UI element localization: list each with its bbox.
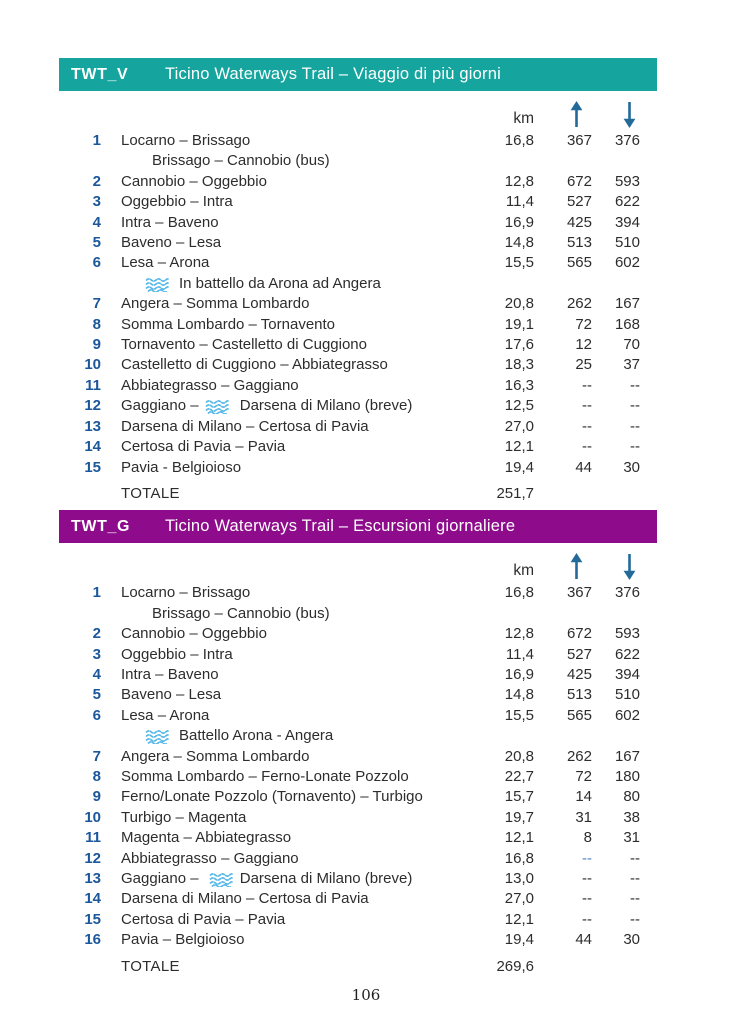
stage-km: 14,8 [504, 686, 534, 704]
stage-descent: 168 [614, 315, 640, 333]
stage-descent: 38 [623, 808, 640, 826]
stage-name: Locarno – Brissago [121, 584, 251, 602]
table-row [59, 604, 657, 624]
stage-descent: 30 [623, 458, 640, 476]
stage-number: 2 [92, 172, 101, 190]
page-number: 106 [351, 986, 381, 1004]
stage-descent: -- [630, 417, 640, 435]
stage-ascent: 12 [575, 336, 592, 354]
stage-number-spacer [59, 274, 101, 294]
ascent-column-header [534, 101, 592, 128]
table-row [59, 396, 657, 416]
waves-icon [209, 872, 234, 887]
stage-ascent: 565 [566, 254, 592, 272]
stage-km: 12,1 [504, 438, 534, 456]
stage-rows [59, 583, 657, 977]
stage-km: 16,8 [504, 132, 534, 149]
stage-name: Lesa – Arona [121, 254, 210, 272]
stage-name: Turbigo – Magenta [121, 808, 247, 826]
stage-name: Pavia – Belgioioso [121, 931, 245, 949]
table-row [59, 767, 657, 787]
total-descent-spacer [592, 957, 640, 977]
stage-number-spacer [59, 957, 101, 977]
up-arrow-icon [569, 553, 584, 580]
stage-ascent: -- [582, 910, 592, 928]
descent-column-header [592, 553, 640, 580]
stage-name: Baveno – Lesa [121, 686, 222, 704]
stage-km: 15,5 [504, 254, 534, 272]
stage-km: 16,8 [504, 584, 534, 602]
stage-km: 18,3 [504, 356, 534, 374]
stage-descent: -- [630, 376, 640, 394]
stage-descent: -- [630, 397, 640, 415]
stage-ascent: -- [582, 438, 592, 456]
table-row [59, 849, 657, 869]
stage-ascent: 44 [575, 458, 592, 476]
stage-km: 27,0 [504, 890, 534, 908]
table-row [59, 294, 657, 314]
table-row [59, 645, 657, 665]
stage-ascent: 367 [566, 132, 592, 149]
stage-ascent: 527 [566, 193, 592, 211]
stage-ascent: 262 [566, 747, 592, 765]
table-row [59, 685, 657, 705]
stage-km: 14,8 [504, 234, 534, 252]
stage-km: 20,8 [504, 295, 534, 313]
stage-km: 13,0 [504, 870, 534, 887]
stage-descent: 31 [623, 829, 640, 847]
stage-name-after: Darsena di Milano (breve) [239, 870, 413, 887]
stage-descent: 167 [614, 747, 640, 765]
table-row [59, 869, 657, 889]
total-label: TOTALE [121, 957, 180, 975]
stage-descent: -- [630, 910, 640, 928]
table-row [59, 828, 657, 848]
section-code: TWT_G [71, 517, 130, 535]
stage-km: 12,1 [504, 829, 534, 847]
stage-descent: 37 [623, 356, 640, 374]
stage-name [101, 396, 464, 416]
table-row [59, 355, 657, 375]
stage-ascent: -- [582, 417, 592, 435]
table-row [59, 315, 657, 335]
stage-ascent: 8 [583, 829, 592, 847]
stage-km: 12,5 [504, 397, 534, 415]
stage-number: 8 [92, 315, 101, 333]
total-descent-spacer [592, 484, 640, 504]
table-row [59, 172, 657, 192]
stage-number: 10 [84, 808, 101, 826]
stage-km: 20,8 [504, 747, 534, 765]
stage-name: Somma Lombardo – Tornavento [121, 315, 336, 333]
stage-name-after: Darsena di Milano (breve) [235, 397, 413, 415]
stage-name: Angera – Somma Lombardo [121, 747, 310, 765]
sections-host [59, 58, 657, 977]
table-row [59, 583, 657, 603]
table-row [59, 706, 657, 726]
stage-number: 6 [92, 254, 101, 272]
stage-ascent: 72 [575, 315, 592, 333]
stage-descent: 30 [623, 931, 640, 949]
boat-note [101, 274, 640, 294]
stage-descent: 376 [614, 584, 640, 602]
stage-descent: 602 [614, 706, 640, 724]
table-row [59, 624, 657, 644]
table-row [59, 957, 657, 977]
km-column-header: km [513, 110, 534, 127]
stage-descent: -- [630, 890, 640, 908]
stage-ascent: 31 [575, 808, 592, 826]
stage-name: Certosa di Pavia – Pavia [121, 438, 286, 456]
stage-ascent: -- [582, 397, 592, 415]
stage-name: Oggebbio – Intra [121, 645, 233, 663]
stage-name: Baveno – Lesa [121, 234, 222, 252]
stage-number: 7 [92, 295, 101, 313]
table-row [59, 335, 657, 355]
stage-number-spacer [59, 726, 101, 746]
stage-ascent: 72 [575, 767, 592, 785]
waves-icon [145, 729, 170, 744]
boat-note-text: Battello Arona - Angera [179, 727, 334, 745]
stage-km: 19,4 [504, 931, 534, 949]
stage-ascent: 672 [566, 625, 592, 643]
stage-number-spacer [59, 484, 101, 504]
stage-ascent: -- [582, 849, 592, 867]
stage-number: 14 [84, 438, 101, 456]
stage-descent: 622 [614, 193, 640, 211]
stage-number: 14 [84, 890, 101, 908]
table-row [59, 192, 657, 212]
stage-number: 16 [84, 931, 101, 949]
stage-km: 22,7 [504, 767, 534, 785]
stage-name: Angera – Somma Lombardo [121, 295, 310, 313]
connection-note: Brissago – Cannobio (bus) [152, 604, 330, 622]
stage-name: Intra – Baveno [121, 665, 219, 683]
stage-ascent: 513 [566, 686, 592, 704]
stage-number: 12 [84, 849, 101, 867]
stage-descent: -- [630, 849, 640, 867]
stage-number: 11 [85, 376, 101, 394]
stage-km: 11,4 [505, 645, 534, 663]
stage-number: 7 [92, 747, 101, 765]
stage-ascent: 513 [566, 234, 592, 252]
table-row [59, 747, 657, 767]
stage-ascent: -- [582, 890, 592, 908]
stage-ascent: 425 [566, 665, 592, 683]
stage-name: Magenta – Abbiategrasso [121, 829, 292, 847]
stage-ascent: 262 [566, 295, 592, 313]
total-km: 251,7 [496, 484, 534, 502]
table-row [59, 910, 657, 930]
stage-number-spacer [59, 604, 101, 624]
stage-km: 19,4 [504, 458, 534, 476]
stage-descent: 180 [614, 767, 640, 785]
stage-descent: 593 [614, 625, 640, 643]
trail-section [59, 58, 657, 504]
stage-km: 12,1 [504, 910, 534, 928]
stage-number: 1 [92, 132, 101, 149]
stage-descent: 510 [614, 234, 640, 252]
stage-km: 16,8 [504, 849, 534, 867]
stage-name: Castelletto di Cuggiono – Abbiategrasso [121, 356, 388, 374]
stage-ascent: 672 [566, 172, 592, 190]
table-row [59, 274, 657, 294]
stage-ascent: 14 [575, 788, 592, 806]
total-label: TOTALE [121, 484, 180, 502]
table-row [59, 787, 657, 807]
stage-descent: 394 [614, 213, 640, 231]
stage-name-with-waves [121, 396, 412, 416]
stage-name: Certosa di Pavia – Pavia [121, 910, 286, 928]
stage-descent: -- [630, 870, 640, 887]
stage-ascent: 367 [566, 584, 592, 602]
stage-descent: 80 [623, 788, 640, 806]
table-row [59, 437, 657, 457]
table-row [59, 930, 657, 950]
stage-km: 16,9 [504, 665, 534, 683]
stage-name: Tornavento – Castelletto di Cuggiono [121, 336, 367, 354]
stage-name: Darsena di Milano – Certosa di Pavia [121, 417, 369, 435]
boat-note-text: In battello da Arona ad Angera [179, 274, 381, 292]
stage-ascent: 44 [575, 931, 592, 949]
table-row [59, 808, 657, 828]
table-row [59, 726, 657, 746]
stage-number: 3 [92, 193, 101, 211]
stage-ascent: 425 [566, 213, 592, 231]
table-row [59, 484, 657, 504]
table-row [59, 151, 657, 171]
stage-name: Ferno/Lonate Pozzolo (Tornavento) – Turbigo [121, 788, 423, 806]
stage-descent: 593 [614, 172, 640, 190]
stage-descent: 376 [614, 132, 640, 149]
stage-number: 13 [84, 870, 101, 887]
stage-number: 15 [84, 910, 101, 928]
stage-number: 9 [92, 336, 101, 354]
boat-note [101, 726, 640, 746]
stage-number: 13 [84, 417, 101, 435]
stage-km: 27,0 [504, 417, 534, 435]
total-ascent-spacer [534, 957, 592, 977]
stage-descent: 167 [614, 295, 640, 313]
stage-number: 2 [92, 625, 101, 643]
section-title: Ticino Waterways Trail – Viaggio di più giorni [165, 65, 501, 83]
table-row [59, 131, 657, 151]
stage-name-before: Gaggiano – [121, 870, 203, 887]
stage-number: 12 [84, 397, 101, 415]
stage-name: Intra – Baveno [121, 213, 219, 231]
section-code: TWT_V [71, 65, 129, 83]
column-header-row [59, 91, 657, 131]
stage-km: 12,8 [504, 625, 534, 643]
ascent-column-header [534, 553, 592, 580]
stage-number: 10 [84, 356, 101, 374]
stage-km: 15,5 [504, 706, 534, 724]
stage-ascent: 527 [566, 645, 592, 663]
stage-number: 9 [92, 788, 101, 806]
stage-km: 16,9 [504, 213, 534, 231]
stage-ascent: -- [582, 376, 592, 394]
stage-km: 19,1 [504, 315, 534, 333]
stage-descent: -- [630, 438, 640, 456]
stage-name: Cannobio – Oggebbio [121, 625, 267, 643]
table-row [59, 458, 657, 478]
stage-name [101, 869, 464, 889]
stage-descent: 510 [614, 686, 640, 704]
stage-number: 8 [92, 767, 101, 785]
stage-name: Cannobio – Oggebbio [121, 172, 267, 190]
stage-name-with-waves [121, 869, 412, 889]
table-row [59, 213, 657, 233]
km-column-header: km [513, 562, 534, 580]
stage-name: Locarno – Brissago [121, 132, 251, 149]
stage-km: 16,3 [504, 376, 534, 394]
waves-icon [205, 399, 230, 414]
table-row [59, 417, 657, 437]
connection-note: Brissago – Cannobio (bus) [152, 152, 330, 170]
stage-descent: 602 [614, 254, 640, 272]
table-row [59, 889, 657, 909]
descent-column-header [592, 101, 640, 128]
stage-ascent: 565 [566, 706, 592, 724]
stage-number-spacer [59, 151, 101, 171]
up-arrow-icon [569, 101, 584, 128]
stage-ascent: -- [582, 870, 592, 887]
section-title: Ticino Waterways Trail – Escursioni giornaliere [165, 517, 516, 536]
stage-km: 12,8 [504, 172, 534, 190]
down-arrow-icon [622, 101, 637, 128]
stage-km: 17,6 [504, 336, 534, 354]
stage-descent: 394 [614, 665, 640, 683]
waves-icon [145, 277, 170, 292]
stage-name: Abbiategrasso – Gaggiano [121, 849, 299, 867]
stage-name: Abbiategrasso – Gaggiano [121, 376, 299, 394]
table-row [59, 665, 657, 685]
stage-number: 3 [92, 645, 101, 663]
stage-number: 4 [92, 665, 101, 683]
stage-name: Oggebbio – Intra [121, 193, 233, 211]
stage-number: 1 [92, 584, 101, 602]
trail-section [59, 510, 657, 977]
stage-km: 11,4 [505, 193, 534, 211]
column-header-row [59, 543, 657, 583]
section-header-bar [59, 58, 657, 91]
stage-rows [59, 131, 657, 504]
down-arrow-icon [622, 553, 637, 580]
stage-descent: 70 [623, 336, 640, 354]
table-row [59, 376, 657, 396]
stage-km: 15,7 [504, 788, 534, 806]
stage-number: 11 [85, 829, 101, 847]
stage-name: Pavia - Belgioioso [121, 458, 242, 476]
stage-number: 15 [84, 458, 101, 476]
table-row [59, 253, 657, 273]
stage-ascent: 25 [575, 356, 592, 374]
stage-descent: 622 [614, 645, 640, 663]
stage-km: 19,7 [504, 808, 534, 826]
stage-number: 6 [92, 706, 101, 724]
stage-number: 5 [92, 686, 101, 704]
stage-number: 4 [92, 213, 101, 231]
table-row [59, 233, 657, 253]
total-ascent-spacer [534, 484, 592, 504]
stage-number: 5 [92, 234, 101, 252]
stage-name: Somma Lombardo – Ferno-Lonate Pozzolo [121, 767, 409, 785]
total-km: 269,6 [496, 957, 534, 975]
stage-name-before: Gaggiano – [121, 397, 199, 415]
section-header-bar [59, 510, 657, 543]
stage-name: Darsena di Milano – Certosa di Pavia [121, 890, 369, 908]
stage-name: Lesa – Arona [121, 706, 210, 724]
